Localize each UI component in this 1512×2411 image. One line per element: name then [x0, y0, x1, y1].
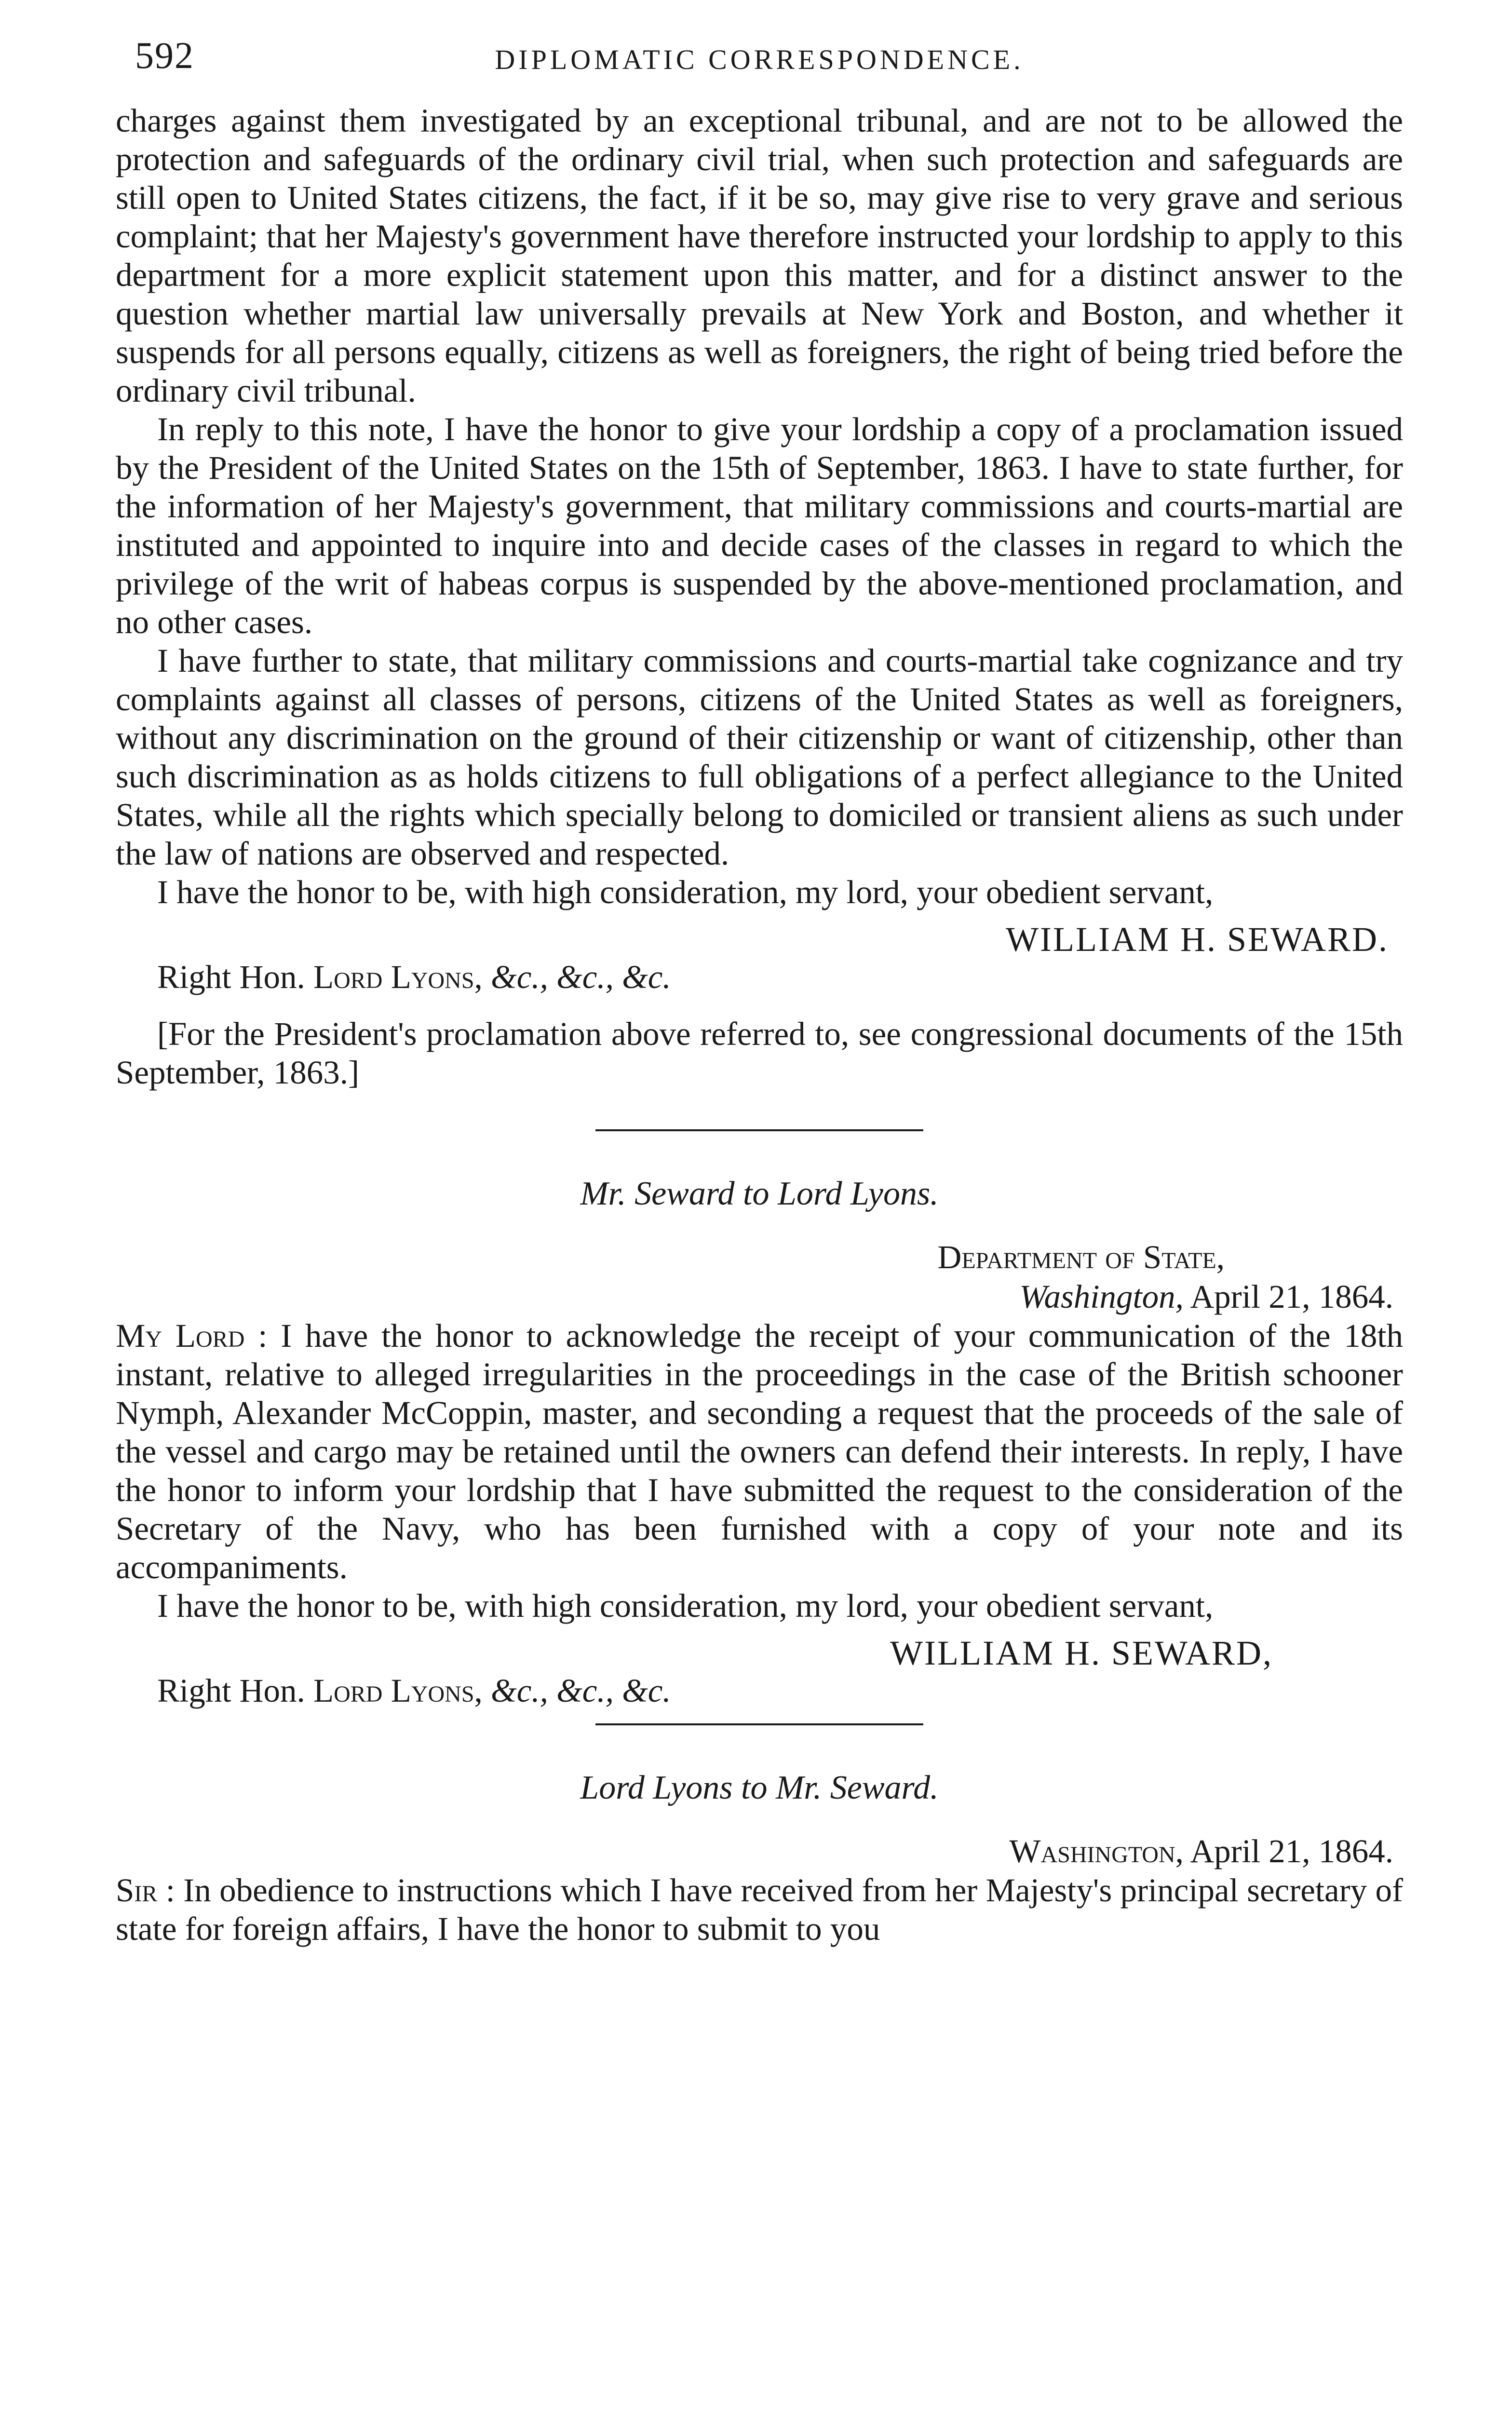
- paragraph-continuation: charges against them investigated by an exceptional tribunal, and are not to be allowed the protection and safeguards of the ordinary civil trial, when such protection and safeguards are still open to United States citizens, the fact, if it be so, may give rise to very grave and serious complaint; that her Majesty's government have therefore instructed your lordship to apply to this department for a more explicit statement upon this matter, and for a distinct answer to the question whether martial law universally prevails at New York and Boston, and whether it suspends for all persons equally, citizens as well as foreigners, the right of being tried before the ordinary civil tribunal.: [116, 102, 1403, 409]
- paragraph-further: I have further to state, that military commissions and courts-martial take cognizance and try complaints against all classes of persons, citizens of the United States as well as foreigners, without any discrimination on the ground of their citizenship or want of citizenship, other than such discrimination as as holds citizens to full obligations of a perfect allegiance to the United States, while all the rights which specially belong to domiciled or transient aliens as such under the law of nations are observed and respected.: [116, 642, 1403, 872]
- addressee: [157, 1671, 671, 1710]
- page-header: [116, 29, 1403, 101]
- paragraph-reply: In reply to this note, I have the honor to give your lordship a copy of a proclamation issued by the President of the United States on the 15th of September, 1863. I have to state further, for the information of her Majesty's government, that military commissions and courts-martial are instituted and appointed to inquire into and decide cases of the classes in regard to which the privilege of the writ of habeas corpus is suspended by the above-mentioned proclamation, and no other cases.: [116, 411, 1403, 640]
- section-divider: [595, 1129, 923, 1131]
- dateline-city: Washington,: [1009, 1833, 1184, 1869]
- signature-block-1: [116, 911, 1403, 993]
- dateline-city: Washington,: [1019, 1278, 1184, 1315]
- letter-title: Lord Lyons to Mr. Seward.: [580, 1769, 939, 1806]
- dateline: [116, 1237, 1403, 1316]
- dateline-day: April 21, 1864.: [1190, 1833, 1393, 1869]
- addressee-prefix: Right Hon.: [157, 959, 305, 995]
- running-head: DIPLOMATIC CORRESPONDENCE.: [495, 44, 1024, 75]
- paragraph-letter2-body: [116, 1316, 1403, 1586]
- addressee-name: Lord Lyons,: [313, 1672, 483, 1709]
- paragraph-letter3-body: [116, 1871, 1403, 1948]
- addressee-name: Lord Lyons,: [313, 959, 483, 995]
- dateline-day: April 21, 1864.: [1190, 1278, 1393, 1315]
- paragraph-closing: I have the honor to be, with high consideration, my lord, your obedient servant,: [157, 874, 1214, 910]
- paragraph-text: In obedience to instructions which I have received from her Majesty's principal secretary of state for foreign affairs, I have the honor to submit to you: [116, 1872, 1403, 1947]
- section-divider: [595, 1723, 923, 1725]
- editorial-note: [For the President's proclamation above referred to, see congressional documents of the 15th September, 1863.]: [116, 1016, 1403, 1091]
- dateline-place: Department of State,: [937, 1239, 1225, 1275]
- salutation: My Lord :: [116, 1317, 268, 1354]
- body-text: [116, 101, 1403, 1948]
- signature: WILLIAM H. SEWARD.: [1006, 920, 1389, 959]
- dateline-date: [116, 1277, 1403, 1316]
- paragraph-closing: I have the honor to be, with high consideration, my lord, your obedient servant,: [157, 1587, 1214, 1624]
- addressee-prefix: Right Hon.: [157, 1672, 305, 1709]
- page-number: 592: [135, 34, 194, 76]
- addressee: [157, 958, 671, 996]
- salutation: Sir :: [116, 1872, 175, 1909]
- signature: WILLIAM H. SEWARD,: [890, 1634, 1273, 1672]
- letter-title: Mr. Seward to Lord Lyons.: [580, 1175, 939, 1212]
- addressee-suffix: &c., &c., &c.: [491, 1672, 671, 1709]
- dateline: [116, 1831, 1403, 1871]
- document-page: [116, 29, 1403, 2411]
- addressee-suffix: &c., &c., &c.: [491, 959, 671, 995]
- signature-block-2: [116, 1625, 1403, 1707]
- paragraph-text: I have the honor to acknowledge the receipt of your communication of the 18th instant, relative to alleged irregularities in the proceedings in the case of the British schooner Nymph, Alexander McCoppin, master, and seconding a request that the proceeds of the sale of the vessel and cargo may be retained until the owners can defend their interests. In reply, I have the honor to inform your lordship that I have submitted the request to the consideration of the Secretary of the Navy, who has been furnished with a copy of your note and its accompaniments.: [116, 1317, 1404, 1585]
